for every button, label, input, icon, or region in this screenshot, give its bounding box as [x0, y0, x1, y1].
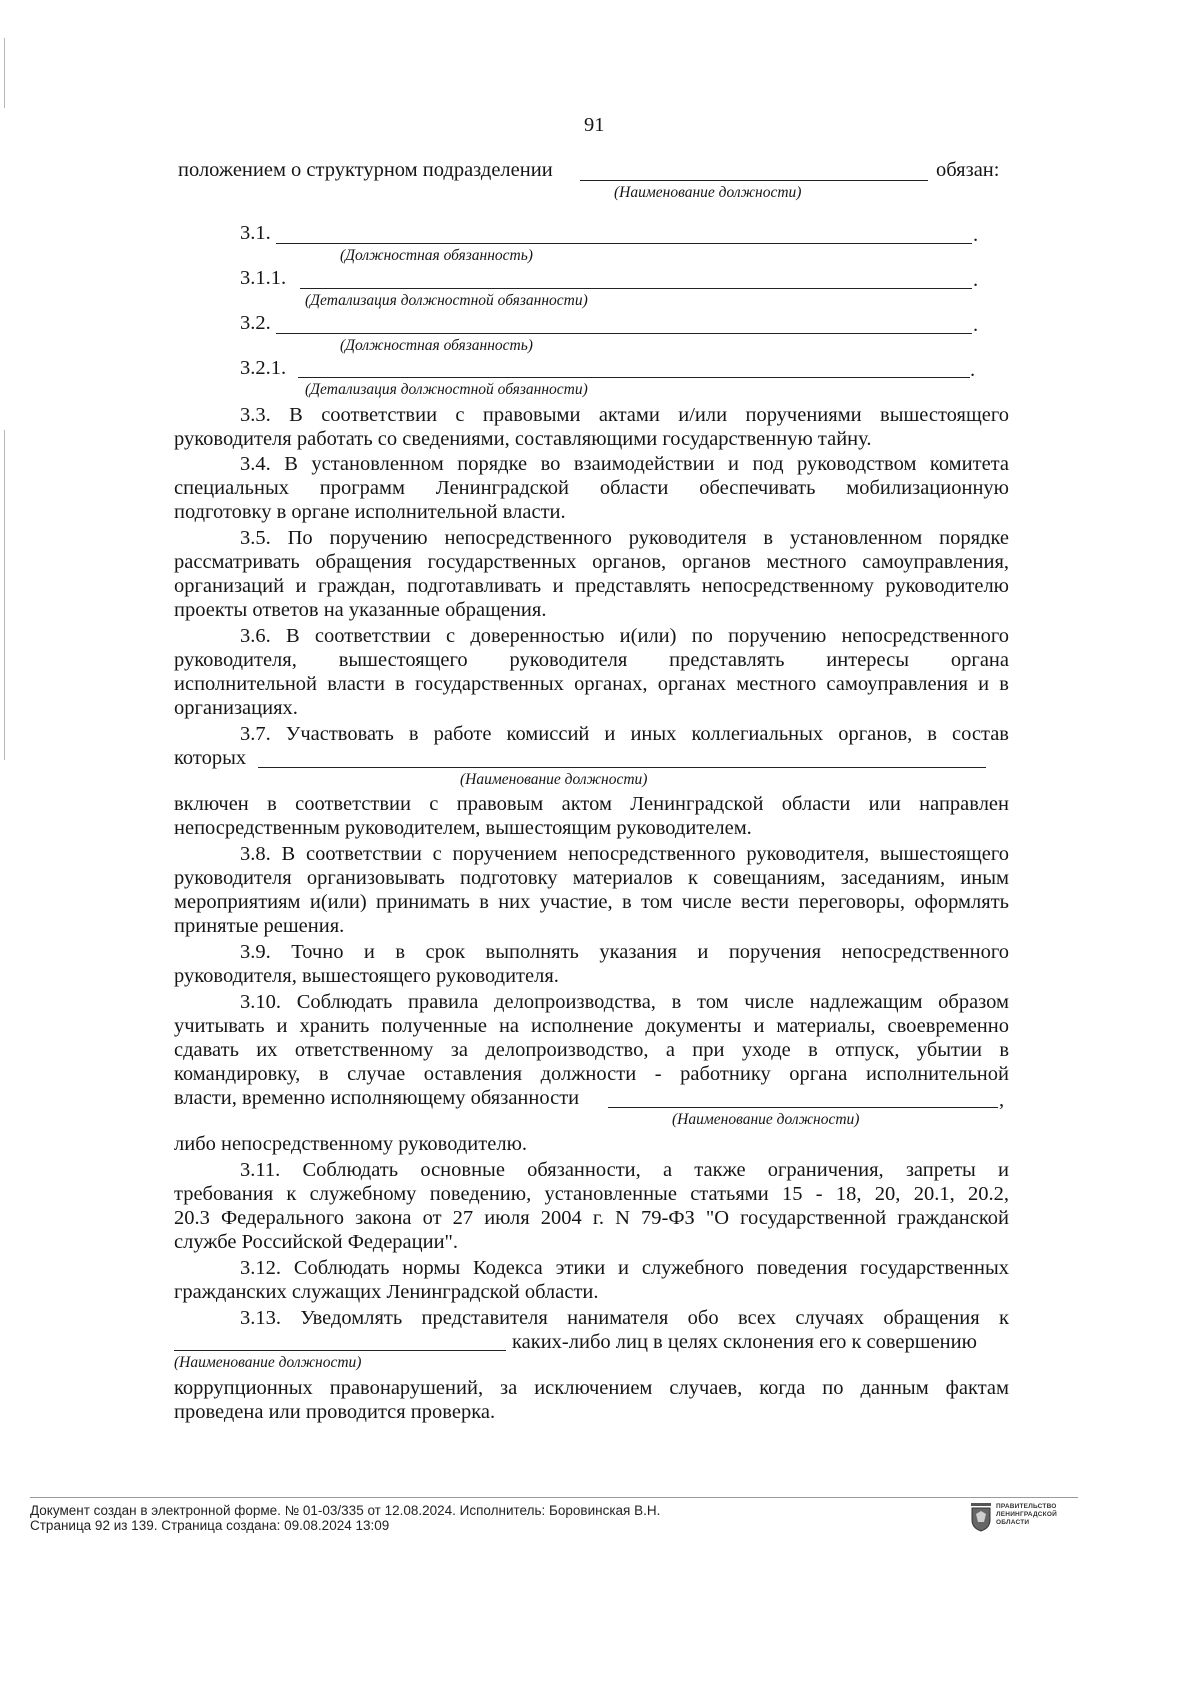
blank-comma: , — [999, 1089, 1005, 1111]
paragraph-line: которых — [174, 747, 247, 769]
blank-caption: (Наименование должности) — [614, 184, 802, 201]
paragraph-line: 3.13. Уведомлять представителя нанимателя обо всех случаях обращения к — [240, 1307, 1009, 1329]
blank-caption: (Наименование должности) — [174, 1354, 362, 1371]
paragraph-line: подготовку в органе исполнительной власти. — [174, 501, 566, 523]
item-blank — [276, 333, 972, 334]
paragraph-line: 3.9. Точно и в срок выполнять указания и поручения непосредственного — [240, 941, 1009, 963]
page-number: 91 — [584, 114, 605, 136]
government-logo — [970, 1500, 1080, 1536]
position-blank — [580, 180, 928, 181]
paragraph-line: 3.6. В соответствии с доверенностью и(или) по поручению непосредственного — [240, 625, 1009, 647]
item-blank — [300, 288, 972, 289]
paragraph-line: командировку, в случае оставления должности - работнику органа исполнительной — [174, 1063, 1009, 1085]
paragraph-line: 3.11. Соблюдать основные обязанности, а также ограничения, запреты и — [240, 1159, 1009, 1181]
paragraph-line: требования к служебному поведению, установленные статьями 15 - 18, 20, 20.1, 20.2, — [174, 1183, 1009, 1205]
paragraph-line: исполнительной власти в государственных органах, органах местного самоуправления и в — [174, 673, 1009, 695]
scan-edge-mark — [4, 430, 5, 760]
paragraph-line: службе Российской Федерации". — [174, 1231, 459, 1253]
scan-edge-mark — [4, 38, 5, 108]
item-number: 3.2.1. — [240, 357, 287, 379]
paragraph-line: руководителя, вышестоящего руководителя представлять интересы органа — [174, 649, 1009, 671]
item-end: . — [973, 269, 979, 291]
item-number: 3.1.1. — [240, 267, 287, 289]
position-blank — [258, 767, 986, 768]
blank-caption: (Должностная обязанность) — [340, 247, 533, 264]
paragraph-line: организаций и граждан, подготавливать и представлять непосредственному руководителю — [174, 575, 1009, 597]
paragraph-line: 3.10. Соблюдать правила делопроизводства, в том числе надлежащим образом — [240, 991, 1009, 1013]
paragraph-line: принятые решения. — [174, 915, 345, 937]
paragraph-line: руководителя, вышестоящего руководителя. — [174, 965, 559, 987]
paragraph-line: проведена или проводится проверка. — [174, 1401, 496, 1423]
paragraph-line: проекты ответов на указанные обращения. — [174, 599, 547, 621]
paragraph-line: 20.3 Федерального закона от 27 июля 2004 г. N 79-ФЗ "О государственной гражданской — [174, 1207, 1009, 1229]
paragraph-line: коррупционных правонарушений, за исключением случаев, когда по данным фактам — [174, 1377, 1009, 1399]
item-end: . — [970, 359, 976, 381]
paragraph-line: либо непосредственному руководителю. — [174, 1133, 528, 1155]
paragraph-line: власти, временно исполняющему обязанности — [174, 1087, 580, 1109]
item-blank — [276, 243, 972, 244]
paragraph-line: специальных программ Ленинградской области обеспечивать мобилизационную — [174, 477, 1009, 499]
logo-text-line: ОБЛАСТИ — [996, 1519, 1030, 1526]
paragraph-line: рассматривать обращения государственных органов, органов местного самоуправления, — [174, 551, 1009, 573]
paragraph-line: включен в соответствии с правовым актом Ленинградской области или направлен — [174, 793, 1009, 815]
position-blank — [174, 1350, 506, 1351]
item-end: . — [973, 224, 979, 246]
item-blank — [298, 377, 970, 378]
paragraph-line: каких-либо лиц в целях склонения его к совершению — [512, 1331, 977, 1353]
blank-caption: (Детализация должностной обязанности) — [305, 381, 588, 398]
paragraph-line: 3.3. В соответствии с правовыми актами и/или поручениями вышестоящего — [240, 404, 1009, 426]
blank-caption: (Наименование должности) — [460, 771, 648, 788]
paragraph-line: сдавать их ответственному за делопроизводство, а при уходе в отпуск, убытии в — [174, 1039, 1009, 1061]
paragraph-line: гражданских служащих Ленинградской области. — [174, 1281, 599, 1303]
item-number: 3.1. — [240, 222, 271, 244]
intro-lead: положением о структурном подразделении — [178, 159, 553, 181]
intro-trail: обязан: — [936, 159, 1000, 181]
paragraph-line: 3.5. По поручению непосредственного руководителя в установленном порядке — [240, 527, 1009, 549]
item-end: . — [973, 314, 979, 336]
footer-rule — [30, 1497, 1078, 1498]
logo-text-line: ПРАВИТЕЛЬСТВО — [996, 1503, 1057, 1510]
paragraph-line: организациях. — [174, 697, 298, 719]
paragraph-line: 3.7. Участвовать в работе комиссий и иных коллегиальных органов, в состав — [240, 723, 1009, 745]
paragraph-line: 3.4. В установленном порядке во взаимодействии и под руководством комитета — [240, 453, 1009, 475]
position-blank — [608, 1107, 998, 1108]
footer-doc-info: Документ создан в электронной форме. № 01-03/335 от 12.08.2024. Исполнитель: Боровинская В.Н. — [30, 1503, 661, 1518]
paragraph-line: мероприятиям и(или) принимать в них участие, в том числе вести переговоры, оформлять — [174, 891, 1009, 913]
paragraph-line: учитывать и хранить полученные на исполнение документы и материалы, своевременно — [174, 1015, 1009, 1037]
blank-caption: (Должностная обязанность) — [340, 337, 533, 354]
logo-text-line: ЛЕНИНГРАДСКОЙ — [996, 1511, 1057, 1518]
paragraph-line: руководителя работать со сведениями, составляющими государственную тайну. — [174, 428, 872, 450]
item-number: 3.2. — [240, 312, 271, 334]
paragraph-line: руководителя организовывать подготовку материалов к совещаниям, заседаниям, иным — [174, 867, 1009, 889]
coat-of-arms-icon — [970, 1502, 992, 1532]
paragraph-line: 3.8. В соответствии с поручением непосредственного руководителя, вышестоящего — [240, 843, 1009, 865]
footer-page-info: Страница 92 из 139. Страница создана: 09.08.2024 13:09 — [30, 1518, 390, 1533]
paragraph-line: непосредственным руководителем, вышестоящим руководителем. — [174, 817, 752, 839]
paragraph-line: 3.12. Соблюдать нормы Кодекса этики и служебного поведения государственных — [240, 1257, 1009, 1279]
blank-caption: (Детализация должностной обязанности) — [305, 292, 588, 309]
blank-caption: (Наименование должности) — [672, 1111, 860, 1128]
